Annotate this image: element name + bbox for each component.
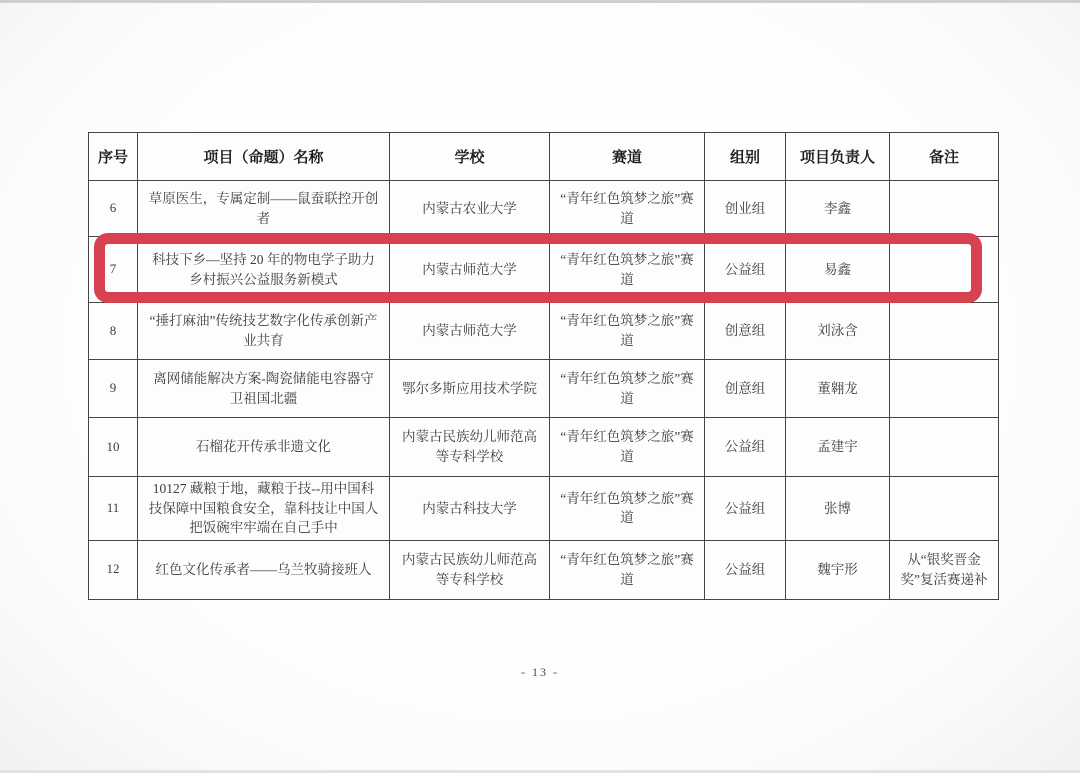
cell-group: 创意组 [705, 303, 786, 360]
cell-project: “捶打麻油”传统技艺数字化传承创新产业共育 [138, 303, 390, 360]
table-header-row [89, 133, 999, 181]
page-top-edge [0, 0, 1080, 3]
cell-school: 内蒙古农业大学 [390, 181, 550, 237]
cell-group: 创业组 [705, 181, 786, 237]
table-row-highlighted [89, 237, 999, 303]
cell-leader: 魏宇形 [786, 540, 890, 599]
cell-leader: 李鑫 [786, 181, 890, 237]
cell-track: “青年红色筑梦之旅”赛道 [550, 477, 705, 541]
cell-remark [890, 237, 999, 303]
cell-project: 石榴花开传承非遗文化 [138, 418, 390, 477]
cell-track: “青年红色筑梦之旅”赛道 [550, 360, 705, 418]
page-number: - 13 - [521, 665, 559, 679]
cell-no: 12 [89, 540, 138, 599]
table-row [89, 418, 999, 477]
header-no: 序号 [89, 133, 138, 181]
cell-remark [890, 360, 999, 418]
header-project: 项目（命题）名称 [138, 133, 390, 181]
cell-track: “青年红色筑梦之旅”赛道 [550, 181, 705, 237]
table-row [89, 540, 999, 599]
table-row [89, 303, 999, 360]
cell-project: 离网储能解决方案-陶瓷储能电容器守卫祖国北疆 [138, 360, 390, 418]
cell-project: 科技下乡—坚持 20 年的物电学子助力乡村振兴公益服务新模式 [138, 237, 390, 303]
cell-no: 6 [89, 181, 138, 237]
cell-group: 公益组 [705, 477, 786, 541]
cell-school: 内蒙古科技大学 [390, 477, 550, 541]
cell-project: 草原医生，专属定制——鼠蚕联控开创者 [138, 181, 390, 237]
cell-remark [890, 477, 999, 541]
cell-project: 10127 藏粮于地，藏粮于技--用中国科技保障中国粮食安全，靠科技让中国人把饭碗牢牢端在自己手中 [138, 477, 390, 541]
cell-school: 鄂尔多斯应用技术学院 [390, 360, 550, 418]
table-row [89, 477, 999, 541]
cell-track: “青年红色筑梦之旅”赛道 [550, 540, 705, 599]
table-row [89, 181, 999, 237]
cell-leader: 孟建宇 [786, 418, 890, 477]
cell-school: 内蒙古民族幼儿师范高等专科学校 [390, 540, 550, 599]
cell-no: 11 [89, 477, 138, 541]
table-row [89, 360, 999, 418]
header-leader: 项目负责人 [786, 133, 890, 181]
cell-remark: 从“银奖晋金奖”复活赛递补 [890, 540, 999, 599]
cell-leader: 张博 [786, 477, 890, 541]
cell-group: 公益组 [705, 237, 786, 303]
cell-project: 红色文化传承者——乌兰牧骑接班人 [138, 540, 390, 599]
awards-table [88, 132, 999, 600]
cell-leader: 刘泳含 [786, 303, 890, 360]
cell-no: 7 [89, 237, 138, 303]
header-track: 赛道 [550, 133, 705, 181]
cell-no: 9 [89, 360, 138, 418]
cell-group: 公益组 [705, 540, 786, 599]
header-remark: 备注 [890, 133, 999, 181]
header-school: 学校 [390, 133, 550, 181]
cell-track: “青年红色筑梦之旅”赛道 [550, 303, 705, 360]
cell-leader: 易鑫 [786, 237, 890, 303]
cell-leader: 董翱龙 [786, 360, 890, 418]
cell-track: “青年红色筑梦之旅”赛道 [550, 418, 705, 477]
cell-school: 内蒙古师范大学 [390, 237, 550, 303]
cell-no: 8 [89, 303, 138, 360]
cell-group: 公益组 [705, 418, 786, 477]
cell-school: 内蒙古民族幼儿师范高等专科学校 [390, 418, 550, 477]
cell-track: “青年红色筑梦之旅”赛道 [550, 237, 705, 303]
cell-remark [890, 181, 999, 237]
cell-remark [890, 418, 999, 477]
cell-no: 10 [89, 418, 138, 477]
cell-group: 创意组 [705, 360, 786, 418]
cell-school: 内蒙古师范大学 [390, 303, 550, 360]
header-group: 组别 [705, 133, 786, 181]
cell-remark [890, 303, 999, 360]
